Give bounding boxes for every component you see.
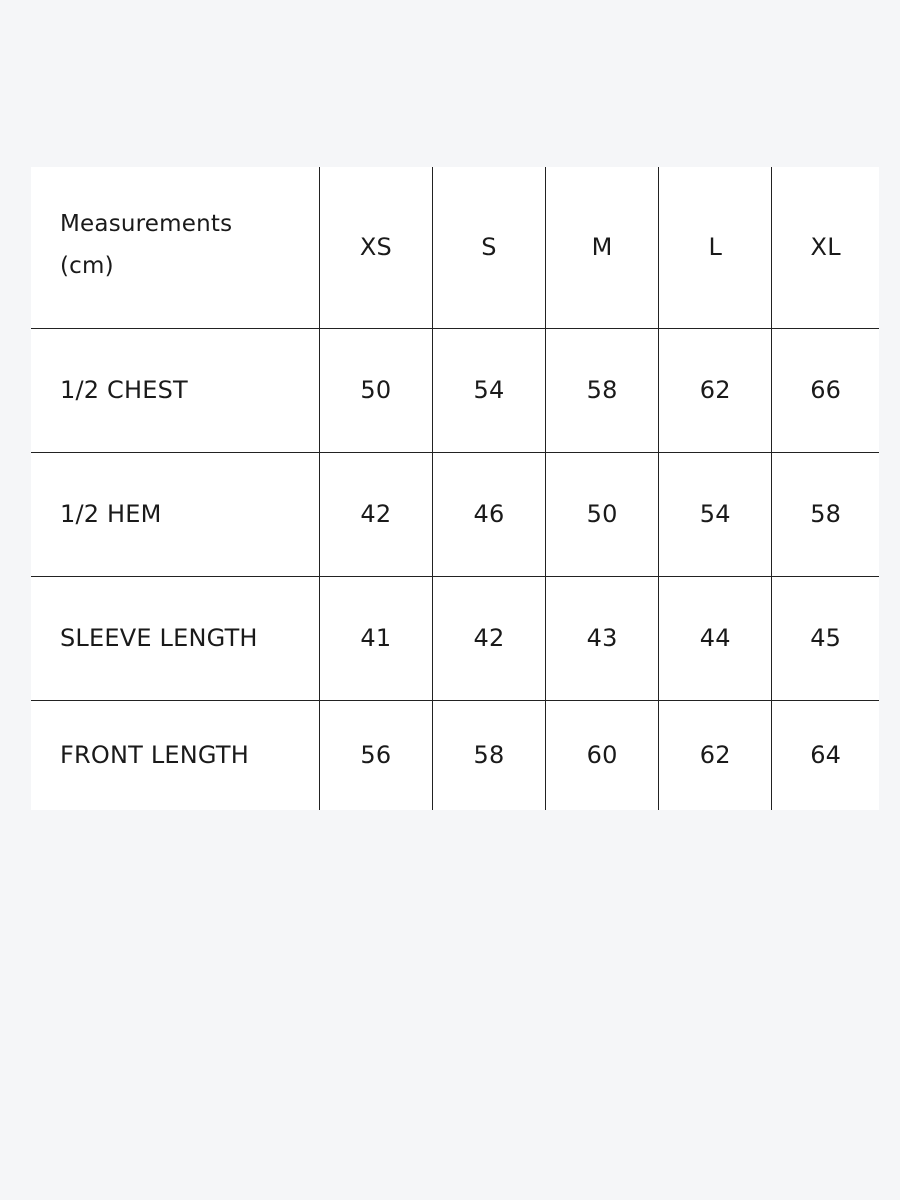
table-cell: 54 xyxy=(659,452,772,576)
size-header-m: M xyxy=(546,167,659,328)
table-cell: 56 xyxy=(319,700,432,810)
table-row-chest xyxy=(31,328,879,452)
row-label-sleeve-length: SLEEVE LENGTH xyxy=(31,576,319,700)
table-row-sleeve-length xyxy=(31,576,879,700)
table-cell: 41 xyxy=(319,576,432,700)
table-cell: 50 xyxy=(546,452,659,576)
table-cell: 45 xyxy=(772,576,879,700)
table-header-row xyxy=(31,167,879,328)
table-row-hem xyxy=(31,452,879,576)
size-header-s: S xyxy=(432,167,545,328)
table-cell: 58 xyxy=(772,452,879,576)
table-row-front-length xyxy=(31,700,879,810)
table-cell: 42 xyxy=(432,576,545,700)
row-label-front-length: FRONT LENGTH xyxy=(31,700,319,810)
size-header-xl: XL xyxy=(772,167,879,328)
measurements-header-label: Measurements (cm) xyxy=(60,211,233,280)
table-cell: 58 xyxy=(432,700,545,810)
measurements-header xyxy=(31,167,319,328)
table-cell: 58 xyxy=(546,328,659,452)
table-cell: 46 xyxy=(432,452,545,576)
table-cell: 62 xyxy=(659,328,772,452)
table-cell: 43 xyxy=(546,576,659,700)
table-cell: 44 xyxy=(659,576,772,700)
table-cell: 50 xyxy=(319,328,432,452)
size-chart xyxy=(31,167,879,810)
table-cell: 66 xyxy=(772,328,879,452)
size-chart-table xyxy=(31,167,879,810)
row-label-hem: 1/2 HEM xyxy=(31,452,319,576)
size-header-xs: XS xyxy=(319,167,432,328)
table-cell: 62 xyxy=(659,700,772,810)
table-cell: 42 xyxy=(319,452,432,576)
row-label-chest: 1/2 CHEST xyxy=(31,328,319,452)
table-cell: 64 xyxy=(772,700,879,810)
table-cell: 54 xyxy=(432,328,545,452)
size-header-l: L xyxy=(659,167,772,328)
table-cell: 60 xyxy=(546,700,659,810)
